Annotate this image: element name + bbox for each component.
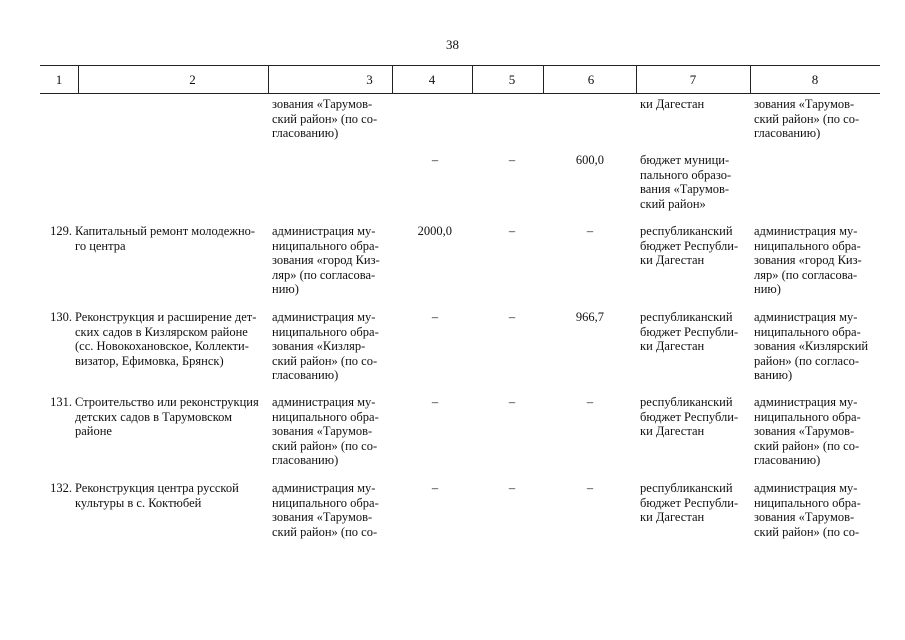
funding-source: бюджет муници- пального образо- вания «Тарумов- ский район» xyxy=(640,153,732,211)
row-name: Строительство или реконструкция детских садов в Тарумовском районе xyxy=(75,395,259,439)
row-col6: 966,7 xyxy=(575,310,604,324)
header-divider xyxy=(543,65,544,93)
row-responsible: администрация му- ниципального обра- зования «Тарумов- ский район» (по со- xyxy=(754,481,861,539)
row-number: 132. xyxy=(50,481,72,495)
row-source: республиканский бюджет Республи- ки Дагестан xyxy=(640,310,739,354)
continuation-responsible: зования «Тарумов- ский район» (по со- гласованию) xyxy=(754,97,860,141)
row-col4: – xyxy=(431,481,439,495)
row-col4: – xyxy=(431,310,439,324)
header-col-2: 2 xyxy=(189,72,196,87)
header-divider xyxy=(392,65,393,93)
header-divider xyxy=(472,65,473,93)
header-col-8: 8 xyxy=(811,72,819,87)
row-source: республиканский бюджет Республи- ки Дагестан xyxy=(640,481,739,525)
row-col4: 2000,0 xyxy=(417,224,452,238)
row-col6: – xyxy=(586,395,594,409)
row-col6: – xyxy=(586,481,594,495)
table-header-row xyxy=(40,65,880,94)
header-col-1: 1 xyxy=(55,72,63,87)
row-col5: – xyxy=(508,395,516,409)
header-col-7: 7 xyxy=(689,72,697,87)
row-responsible: администрация му- ниципального обра- зования «Тарумов- ский район» (по со- гласованию) xyxy=(754,395,861,468)
header-divider xyxy=(750,65,751,93)
row-name: Реконструкция и расширение дет- ских садов в Кизлярском районе (сс. Новокохановское, Коллекти- визатор, Ефимовка, Брянск) xyxy=(75,310,257,368)
continuation-executor: зования «Тарумов- ский район» (по со- гласованию) xyxy=(272,97,378,141)
continuation-source: ки Дагестан xyxy=(640,97,705,111)
row-col5: – xyxy=(508,481,516,495)
row-executor: администрация му- ниципального обра- зования «Тарумов- ский район» (по со- xyxy=(272,481,379,539)
funding-col5: – xyxy=(508,153,516,167)
row-responsible: администрация му- ниципального обра- зования «Кизлярский район» (по согласо- ванию) xyxy=(754,310,869,383)
row-source: республиканский бюджет Республи- ки Дагестан xyxy=(640,224,739,268)
row-col5: – xyxy=(508,310,516,324)
row-executor: администрация му- ниципального обра- зования «город Киз- ляр» (по согласова- нию) xyxy=(272,224,380,297)
header-divider xyxy=(636,65,637,93)
row-number: 131. xyxy=(50,395,72,409)
header-col-5: 5 xyxy=(508,72,516,87)
header-col-3: 3 xyxy=(366,72,373,87)
row-col6: – xyxy=(586,224,594,238)
header-col-4: 4 xyxy=(428,72,436,87)
row-executor: администрация му- ниципального обра- зования «Тарумов- ский район» (по со- гласованию) xyxy=(272,395,379,468)
header-divider xyxy=(268,65,269,93)
row-col4: – xyxy=(431,395,439,409)
header-col-6: 6 xyxy=(587,72,595,87)
row-name: Реконструкция центра русской культуры в с. Коктюбей xyxy=(75,481,239,510)
funding-col6: 600,0 xyxy=(575,153,604,167)
row-number: 129. xyxy=(50,224,72,238)
page-number: 38 xyxy=(446,37,459,52)
funding-col4: – xyxy=(431,153,439,167)
row-responsible: администрация му- ниципального обра- зования «город Киз- ляр» (по согласова- нию) xyxy=(754,224,862,297)
row-number: 130. xyxy=(50,310,72,324)
row-source: республиканский бюджет Республи- ки Дагестан xyxy=(640,395,739,439)
row-name: Капитальный ремонт молодежно- го центра xyxy=(75,224,256,253)
row-executor: администрация му- ниципального обра- зования «Кизляр- ский район» (по со- гласованию) xyxy=(272,310,379,383)
row-col5: – xyxy=(508,224,516,238)
header-divider xyxy=(78,65,79,93)
